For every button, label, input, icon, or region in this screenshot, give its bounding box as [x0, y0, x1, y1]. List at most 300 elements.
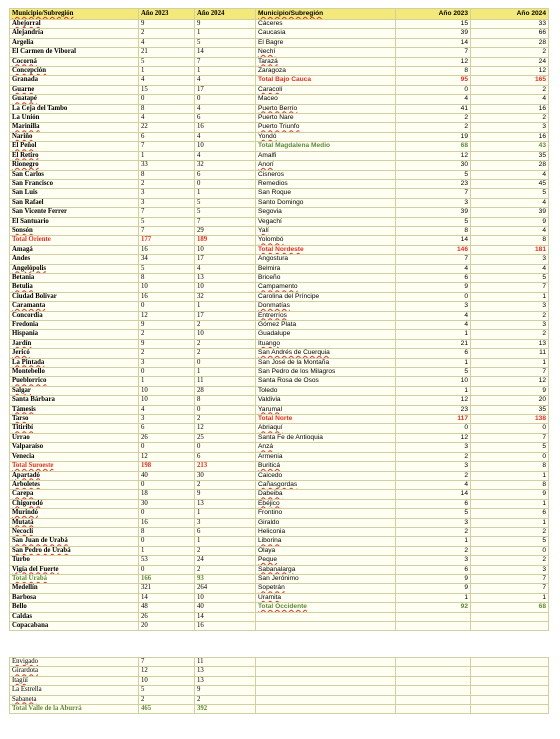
- table-row: [10, 292, 256, 301]
- value-2023: 10: [139, 386, 195, 395]
- municipio-name: San Rafael: [10, 198, 139, 207]
- value-2023: 8: [139, 170, 195, 179]
- table-row: [256, 480, 549, 489]
- total-row: [10, 462, 256, 471]
- table-row: [10, 179, 256, 188]
- table-row: [256, 132, 549, 141]
- value-2024: 28: [471, 161, 549, 170]
- value-2024: 2: [471, 48, 549, 57]
- municipio-name: Cañasgordas: [256, 480, 396, 489]
- value-2023: 30: [139, 499, 195, 508]
- value-2024: 3: [471, 321, 549, 330]
- value-2023: 2: [396, 452, 471, 461]
- value-2024: 138: [471, 415, 549, 424]
- table-row: [256, 546, 549, 555]
- table-row: [10, 358, 256, 367]
- municipio-name: La Unión: [10, 114, 139, 123]
- table-row: [10, 593, 256, 602]
- municipio-name: Armenia: [256, 452, 396, 461]
- empty-cell: [396, 658, 471, 667]
- value-2023: 3: [396, 302, 471, 311]
- table-row: [256, 57, 549, 66]
- value-2023: 166: [139, 574, 195, 583]
- table-row: [256, 509, 549, 518]
- value-2024: 392: [195, 705, 256, 714]
- municipio-name: Vegachí: [256, 217, 396, 226]
- value-2024: 4: [471, 170, 549, 179]
- municipio-name: Olaya: [256, 546, 396, 555]
- municipio-name: Angelópolis: [10, 264, 139, 273]
- municipio-name: Mutatá: [10, 518, 139, 527]
- municipio-name: Giraldo: [256, 518, 396, 527]
- value-2024: 0: [471, 424, 549, 433]
- municipio-name: Ebéjico: [256, 499, 396, 508]
- empty-cell: [471, 686, 549, 695]
- value-2023: 3: [396, 443, 471, 452]
- value-2024: 4: [195, 76, 256, 85]
- value-2024: 5: [195, 38, 256, 47]
- table-row: [256, 499, 549, 508]
- table-row: [256, 433, 549, 442]
- value-2024: 7: [471, 283, 549, 292]
- empty-cell: [396, 667, 471, 676]
- municipio-name: Anzá: [256, 443, 396, 452]
- table-row: [10, 546, 256, 555]
- table-row: [256, 358, 549, 367]
- value-2024: 5: [195, 208, 256, 217]
- table-row: [10, 527, 256, 536]
- value-2024: 13: [471, 339, 549, 348]
- municipio-name: Total Oriente: [10, 236, 139, 245]
- value-2023: 12: [139, 311, 195, 320]
- municipio-name: Total Nordeste: [256, 245, 396, 254]
- value-2023: 95: [396, 76, 471, 85]
- municipio-name: Heliconia: [256, 527, 396, 536]
- table-row: [10, 565, 256, 574]
- municipio-name: Sonsón: [10, 226, 139, 235]
- table-row: [256, 377, 549, 386]
- value-2023: 23: [396, 179, 471, 188]
- empty-cell: [256, 676, 396, 685]
- table-row: [10, 584, 256, 593]
- table-row: [10, 676, 549, 685]
- value-2024: 24: [471, 57, 549, 66]
- table-row: [10, 686, 549, 695]
- municipio-name: Caicedo: [256, 471, 396, 480]
- empty-cell: [471, 658, 549, 667]
- value-2024: 6: [195, 527, 256, 536]
- table-row: [10, 264, 256, 273]
- table-row: [10, 161, 256, 170]
- municipio-name: Fredonia: [10, 321, 139, 330]
- municipio-name: El Bagre: [256, 38, 396, 47]
- value-2024: 93: [195, 574, 256, 583]
- value-2024: 4: [195, 264, 256, 273]
- value-2023: 9: [396, 584, 471, 593]
- table-row: [10, 67, 256, 76]
- table-row: [10, 330, 256, 339]
- value-2024: 2: [195, 480, 256, 489]
- value-2023: 0: [139, 443, 195, 452]
- table-row: [10, 433, 256, 442]
- municipio-name: Argelia: [10, 38, 139, 47]
- value-2023: 4: [139, 38, 195, 47]
- value-2023: 14: [139, 593, 195, 602]
- value-2023: 16: [139, 518, 195, 527]
- value-2024: 7: [195, 57, 256, 66]
- value-2023: 5: [396, 368, 471, 377]
- municipio-name: Buriticá: [256, 462, 396, 471]
- header-year-2024: Año 2024: [195, 9, 256, 20]
- municipio-name: Valparaíso: [10, 443, 139, 452]
- value-2024: 2: [471, 556, 549, 565]
- value-2024: 0: [195, 443, 256, 452]
- municipio-name: Caldas: [10, 612, 139, 621]
- value-2024: 7: [471, 584, 549, 593]
- value-2024: 17: [195, 311, 256, 320]
- table-row: [256, 161, 549, 170]
- total-row: [10, 574, 256, 583]
- municipio-name: Total Valle de la Aburrá: [10, 705, 139, 714]
- value-2023: 117: [396, 415, 471, 424]
- value-2024: 14: [195, 48, 256, 57]
- value-2024: 17: [195, 255, 256, 264]
- table-row: [10, 339, 256, 348]
- municipio-name: Puerto Nare: [256, 114, 396, 123]
- municipio-name: [256, 621, 396, 630]
- municipio-name: Arboletes: [10, 480, 139, 489]
- municipio-name: Caramanta: [10, 302, 139, 311]
- table-row: [256, 527, 549, 536]
- table-row: [256, 170, 549, 179]
- value-2023: 39: [396, 208, 471, 217]
- value-2024: 28: [195, 386, 256, 395]
- table-row: [256, 349, 549, 358]
- value-2024: 16: [195, 123, 256, 132]
- table-row: [256, 273, 549, 282]
- municipio-name: Jardín: [10, 339, 139, 348]
- table-row: [256, 565, 549, 574]
- table-row: [256, 38, 549, 47]
- value-2023: 2: [139, 29, 195, 38]
- value-2023: 2: [139, 695, 195, 704]
- table-row: [10, 480, 256, 489]
- value-2024: 9: [471, 490, 549, 499]
- value-2024: 1: [471, 471, 549, 480]
- municipio-name: Sabaneta: [10, 695, 139, 704]
- value-2023: 3: [396, 198, 471, 207]
- municipio-name: Amagá: [10, 245, 139, 254]
- value-2024: 1: [195, 368, 256, 377]
- value-2023: 9: [139, 321, 195, 330]
- municipio-name: Hispania: [10, 330, 139, 339]
- value-2024: 3: [471, 302, 549, 311]
- value-2023: 20: [139, 622, 195, 631]
- value-2023: 0: [139, 302, 195, 311]
- municipio-name: San Juan de Urabá: [10, 537, 139, 546]
- table-row: [256, 226, 549, 235]
- table-row: [10, 658, 549, 667]
- value-2024: 4: [195, 104, 256, 113]
- table-row: [10, 57, 256, 66]
- value-2024: 11: [471, 349, 549, 358]
- value-2024: 1: [195, 302, 256, 311]
- value-2024: 16: [471, 132, 549, 141]
- left-header-row: [10, 9, 256, 20]
- municipio-name: Remedios: [256, 179, 396, 188]
- empty-cell: [396, 695, 471, 704]
- municipio-name: El Retiro: [10, 151, 139, 160]
- municipio-name: Puerto Berrío: [256, 104, 396, 113]
- value-2023: 2: [396, 123, 471, 132]
- value-2023: 21: [396, 339, 471, 348]
- municipio-name: San Carlos: [10, 170, 139, 179]
- value-2024: 43: [471, 142, 549, 151]
- municipio-name: Chigorodó: [10, 499, 139, 508]
- municipio-name: Maceo: [256, 95, 396, 104]
- municipio-name: Valdivia: [256, 396, 396, 405]
- table-row: [10, 443, 256, 452]
- total-row: [256, 76, 549, 85]
- table-row: [256, 368, 549, 377]
- municipio-name: Tarazá: [256, 57, 396, 66]
- table-row: [10, 38, 256, 47]
- value-2023: 7: [396, 48, 471, 57]
- value-2023: 1: [396, 330, 471, 339]
- municipio-name: San José de la Montaña: [256, 358, 396, 367]
- value-2023: 14: [396, 236, 471, 245]
- municipio-name: El Santuario: [10, 217, 139, 226]
- municipio-name: Abriaquí: [256, 424, 396, 433]
- value-2024: 4: [471, 198, 549, 207]
- empty-cell: [256, 695, 396, 704]
- table-row: [256, 621, 549, 630]
- value-2023: 12: [396, 433, 471, 442]
- municipio-name: Anorí: [256, 161, 396, 170]
- municipio-name: Total Urabá: [10, 574, 139, 583]
- value-2023: 26: [139, 433, 195, 442]
- municipio-name: [256, 612, 396, 621]
- value-2023: 4: [139, 76, 195, 85]
- value-2024: 10: [195, 142, 256, 151]
- value-2023: 30: [396, 161, 471, 170]
- value-2023: [396, 621, 471, 630]
- value-2023: [396, 612, 471, 621]
- value-2023: 7: [139, 226, 195, 235]
- municipio-name: San Luis: [10, 189, 139, 198]
- municipio-name: Salgar: [10, 386, 139, 395]
- value-2024: 9: [195, 686, 256, 695]
- municipio-name: Peque: [256, 556, 396, 565]
- value-2024: 7: [471, 433, 549, 442]
- value-2023: 68: [396, 142, 471, 151]
- municipio-name: El Peñol: [10, 142, 139, 151]
- municipio-name: La Estrella: [10, 686, 139, 695]
- table-row: [10, 142, 256, 151]
- value-2023: 0: [396, 292, 471, 301]
- table-row: [256, 217, 549, 226]
- table-row: [10, 612, 256, 621]
- table-row: [256, 462, 549, 471]
- right-table: [255, 8, 549, 631]
- value-2024: 8: [471, 236, 549, 245]
- value-2024: 45: [471, 179, 549, 188]
- value-2023: 177: [139, 236, 195, 245]
- value-2024: 2: [195, 695, 256, 704]
- municipio-name: Toledo: [256, 386, 396, 395]
- value-2024: 35: [471, 151, 549, 160]
- table-row: [10, 245, 256, 254]
- value-2023: 21: [139, 48, 195, 57]
- municipio-name: Segovia: [256, 208, 396, 217]
- value-2023: 6: [396, 565, 471, 574]
- table-row: [10, 29, 256, 38]
- value-2024: 12: [195, 424, 256, 433]
- value-2024: 12: [471, 67, 549, 76]
- municipio-name: Total Occidente: [256, 603, 396, 612]
- value-2023: 10: [139, 283, 195, 292]
- value-2023: 10: [396, 377, 471, 386]
- value-2024: 0: [195, 358, 256, 367]
- table-row: [10, 302, 256, 311]
- table-row: [10, 452, 256, 461]
- value-2023: 15: [396, 20, 471, 29]
- value-2024: 3: [471, 565, 549, 574]
- value-2024: 10: [195, 245, 256, 254]
- value-2023: 8: [139, 527, 195, 536]
- value-2023: 14: [396, 490, 471, 499]
- municipio-name: San Pedro de los Milagros: [256, 368, 396, 377]
- municipio-name: Guatapé: [10, 95, 139, 104]
- total-row: [10, 236, 256, 245]
- empty-cell: [256, 686, 396, 695]
- value-2023: 4: [139, 114, 195, 123]
- value-2024: 1: [471, 518, 549, 527]
- municipio-name: Tarso: [10, 415, 139, 424]
- municipio-name: Yondó: [256, 132, 396, 141]
- value-2023: 1: [139, 546, 195, 555]
- header-municipio: Municipio/Subregión: [10, 9, 139, 20]
- value-2023: 6: [139, 132, 195, 141]
- table-row: [256, 452, 549, 461]
- table-row: [10, 386, 256, 395]
- municipio-name: San Andrés de Cuerquia: [256, 349, 396, 358]
- municipio-name: Girardota: [10, 667, 139, 676]
- municipio-name: Guadalupe: [256, 330, 396, 339]
- table-row: [256, 236, 549, 245]
- value-2023: 3: [139, 198, 195, 207]
- municipio-name: Total Suroeste: [10, 462, 139, 471]
- value-2024: 7: [471, 368, 549, 377]
- table-row: [10, 104, 256, 113]
- value-2024: 4: [471, 264, 549, 273]
- value-2024: 1: [471, 292, 549, 301]
- value-2024: 10: [195, 283, 256, 292]
- value-2024: 0: [195, 405, 256, 414]
- municipio-name: Entrerríos: [256, 311, 396, 320]
- table-row: [256, 537, 549, 546]
- table-row: [256, 321, 549, 330]
- municipio-name: Donmatías: [256, 302, 396, 311]
- table-row: [256, 490, 549, 499]
- value-2024: 2: [195, 321, 256, 330]
- value-2024: 10: [195, 593, 256, 602]
- value-2023: 14: [396, 38, 471, 47]
- table-row: [10, 123, 256, 132]
- value-2024: 16: [471, 104, 549, 113]
- value-2023: 12: [396, 151, 471, 160]
- table-row: [256, 518, 549, 527]
- left-table: [9, 8, 256, 631]
- municipio-name: Yolombó: [256, 236, 396, 245]
- table-row: [10, 499, 256, 508]
- value-2024: 1: [471, 358, 549, 367]
- municipio-name: Frontino: [256, 509, 396, 518]
- table-row: [256, 386, 549, 395]
- value-2023: 1: [139, 151, 195, 160]
- table-row: [10, 151, 256, 160]
- value-2024: 9: [471, 217, 549, 226]
- value-2024: 40: [195, 603, 256, 612]
- value-2024: 2: [195, 546, 256, 555]
- table-row: [10, 85, 256, 94]
- value-2024: 264: [195, 584, 256, 593]
- value-2023: 2: [139, 330, 195, 339]
- table-row: [10, 490, 256, 499]
- value-2023: 0: [139, 480, 195, 489]
- value-2024: 35: [471, 405, 549, 414]
- value-2023: 7: [139, 658, 195, 667]
- value-2023: 9: [396, 283, 471, 292]
- header-municipio: Municipio/Subregión: [256, 9, 396, 20]
- municipio-name: Caucasia: [256, 29, 396, 38]
- table-row: [256, 20, 549, 29]
- municipio-name: Montebello: [10, 368, 139, 377]
- municipio-name: Puerto Triunfo: [256, 123, 396, 132]
- table-row: [10, 603, 256, 612]
- table-row: [256, 264, 549, 273]
- table-row: [10, 217, 256, 226]
- municipio-name: Uramita: [256, 593, 396, 602]
- value-2024: 1: [195, 67, 256, 76]
- value-2023: 5: [139, 686, 195, 695]
- value-2023: 34: [139, 255, 195, 264]
- value-2023: 7: [139, 208, 195, 217]
- municipio-name: La Ceja del Tambo: [10, 104, 139, 113]
- municipio-name: Urrao: [10, 433, 139, 442]
- value-2024: 11: [195, 377, 256, 386]
- value-2023: 10: [139, 396, 195, 405]
- value-2024: 8: [471, 462, 549, 471]
- municipio-name: Andes: [10, 255, 139, 264]
- table-row: [256, 443, 549, 452]
- value-2023: 3: [396, 518, 471, 527]
- value-2024: 6: [195, 170, 256, 179]
- municipio-name: Belmira: [256, 264, 396, 273]
- value-2024: 20: [471, 396, 549, 405]
- value-2023: 9: [139, 20, 195, 29]
- value-2023: 10: [139, 676, 195, 685]
- table-row: [10, 667, 549, 676]
- value-2024: 10: [195, 330, 256, 339]
- value-2024: 3: [471, 255, 549, 264]
- value-2024: 1: [471, 593, 549, 602]
- value-2024: 5: [471, 273, 549, 282]
- value-2023: 0: [396, 424, 471, 433]
- municipio-name: Marinilla: [10, 123, 139, 132]
- value-2023: 3: [139, 415, 195, 424]
- value-2024: 0: [195, 179, 256, 188]
